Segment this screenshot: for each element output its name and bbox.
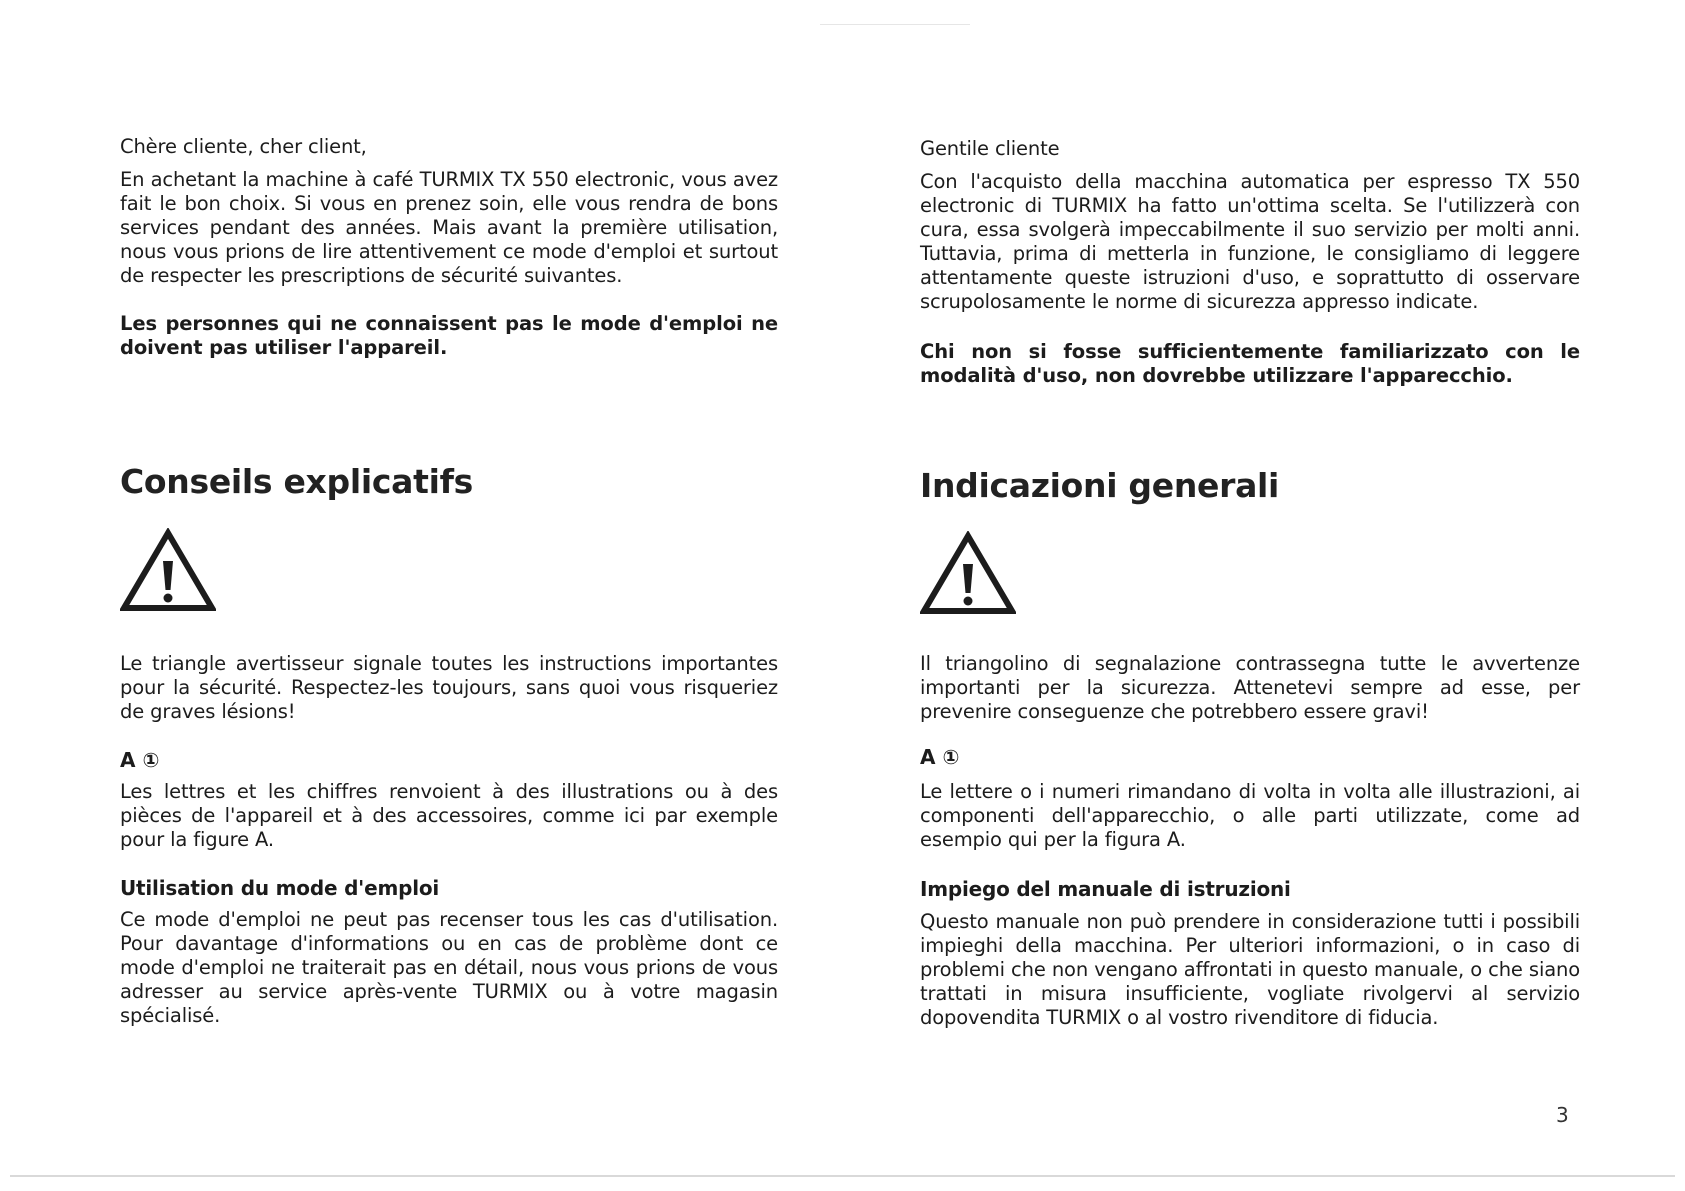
italian-subheading: Impiego del manuale di istruzioni xyxy=(920,877,1291,901)
french-ref-text: Les lettres et les chiffres renvoient à des illustrations ou à des pièces de l'appareil et à des accessoires, comme ici par exemple pour la figure A. xyxy=(120,780,778,851)
french-intro: En achetant la machine à café TURMIX TX 550 electronic, vous avez fait le bon choix. Si vous en prenez soin, elle vous rendra de bons services pendant des années. Mais avant la première utilisation, nous vous prions de lire attentivement ce mode d'emploi et surtout de respecter les prescriptions de sécurité suivantes. xyxy=(120,168,778,287)
warning-triangle-icon xyxy=(920,531,1016,615)
italian-notice: Chi non si fosse sufficientemente familiarizzato con le modalità d'uso, non dovrebbe utilizzare l'apparecchio. xyxy=(920,340,1580,387)
italian-ref-label: A ① xyxy=(920,745,960,769)
warning-triangle-icon xyxy=(120,528,216,612)
scan-bottom-rule xyxy=(10,1175,1675,1177)
italian-greeting: Gentile cliente xyxy=(920,137,1060,160)
italian-column xyxy=(920,0,1580,1191)
french-column xyxy=(120,0,778,1191)
french-greeting: Chère cliente, cher client, xyxy=(120,135,367,158)
italian-usage-text: Questo manuale non può prendere in considerazione tutti i possibili impieghi della macchina. Per ulteriori informazioni, o in caso di problemi che non vengano affrontati in questo manuale, o che siano trattati in misura insufficiente, vogliate rivolgervi al servizio dopovendita TURMIX o al vostro rivenditore di fiducia. xyxy=(920,910,1580,1029)
page-number: 3 xyxy=(1556,1103,1569,1127)
french-ref-label: A ① xyxy=(120,748,160,772)
french-triangle-text: Le triangle avertisseur signale toutes les instructions importantes pour la sécurité. Respectez-les toujours, sans quoi vous risqueriez de graves lésions! xyxy=(120,652,778,723)
italian-triangle-text: Il triangolino di segnalazione contrassegna tutte le avvertenze importanti per la sicurezza. Attenetevi sempre ad esse, per prevenire conseguenze che potrebbero essere gravi! xyxy=(920,652,1580,723)
french-notice: Les personnes qui ne connaissent pas le mode d'emploi ne doivent pas utiliser l'appareil. xyxy=(120,312,778,359)
italian-intro: Con l'acquisto della macchina automatica per espresso TX 550 electronic di TURMIX ha fatto un'ottima scelta. Se l'utilizzerà con cura, essa svolgerà impeccabilmente il suo servizio per molti anni. Tuttavia, prima di metterla in funzione, le consigliamo di leggere attentamente queste istruzioni d'uso, e soprattutto di osservare scrupolosamente le norme di sicurezza appresso indicate. xyxy=(920,170,1580,313)
italian-heading: Indicazioni generali xyxy=(920,466,1280,505)
french-heading: Conseils explicatifs xyxy=(120,462,473,501)
french-usage-text: Ce mode d'emploi ne peut pas recenser tous les cas d'utilisation. Pour davantage d'informations ou en cas de problème dont ce mode d'emploi ne traiterait pas en détail, nous vous prions de vous adresser au service après-vente TURMIX ou à votre magasin spécialisé. xyxy=(120,908,778,1027)
french-subheading: Utilisation du mode d'emploi xyxy=(120,876,440,900)
italian-ref-text: Le lettere o i numeri rimandano di volta in volta alle illustrazioni, ai componenti dell'apparecchio, o alle parti utilizzate, come ad esempio qui per la figura A. xyxy=(920,780,1580,851)
